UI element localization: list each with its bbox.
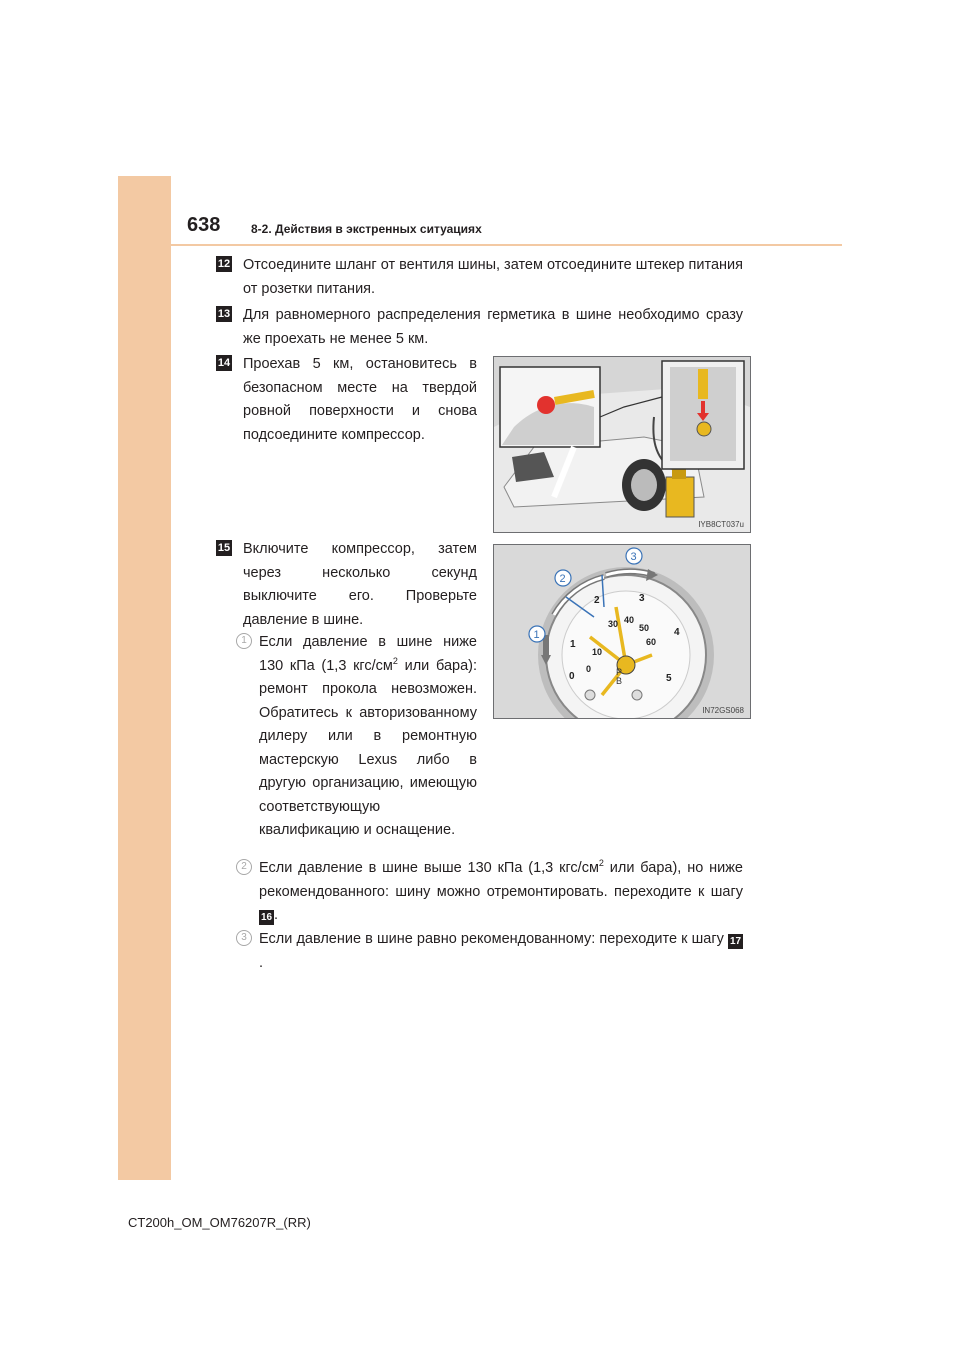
step-14-text: Проехав 5 км, остановитесь в безопасном месте на твердой ровной поверхности и снова подсоедините компрессор. [243, 356, 477, 443]
substep-marker-1: 1 [236, 633, 252, 649]
gauge-inner-tick-30: 30 [608, 619, 619, 629]
step-number-15: 15 [217, 542, 231, 554]
car-compressor-figure [493, 356, 751, 533]
gauge-callout-1: 1 [533, 629, 540, 641]
step-number-13: 13 [217, 308, 231, 320]
substep-3-text: Если давление в шине равно рекомендованному: переходите к шагу 17. [259, 931, 742, 971]
document-code: CT200h_OM_OM76207R_(RR) [128, 1215, 311, 1230]
gauge-inner-tick-40: 40 [624, 615, 635, 625]
section-title: 8-2. Действия в экстренных ситуациях [251, 222, 482, 236]
gauge-inner-tick-10: 10 [592, 647, 603, 657]
step-15-text: Включите компрессор, затем через несколько секунд выключите его. Проверьте давление в шине. [243, 541, 477, 628]
gauge-unit-top: P [616, 667, 623, 677]
substep-marker-2: 2 [236, 859, 252, 875]
car-figure-code: IYB8CT037u [698, 520, 744, 529]
page-number: 638 [187, 214, 221, 236]
pressure-gauge-illustration [494, 545, 750, 718]
car-compressor-illustration [494, 357, 750, 532]
gauge-outer-tick-0: 0 [569, 671, 575, 682]
pressure-gauge-figure [493, 544, 751, 719]
gauge-outer-tick-3: 3 [639, 593, 645, 604]
step-12-text: Отсоедините шланг от вентиля шины, затем отсоедините штекер питания от розетки питания. [243, 257, 743, 297]
gauge-inner-tick-60: 60 [646, 637, 657, 647]
gauge-outer-tick-4: 4 [674, 627, 680, 638]
header-rule [171, 244, 842, 246]
gauge-outer-tick-5: 5 [666, 673, 672, 684]
step-13-text: Для равномерного распределения герметика в шине необходимо сразу же проехать не менее 5 км. [243, 307, 743, 347]
gauge-unit-bottom: B [616, 676, 623, 686]
gauge-inner-tick-50: 50 [639, 623, 650, 633]
gauge-outer-tick-2: 2 [594, 595, 600, 606]
gauge-figure-code: IN72GS068 [702, 706, 744, 715]
step-ref-16[interactable]: 16 [260, 912, 273, 923]
gauge-inner-tick-0: 0 [586, 664, 592, 674]
gauge-callout-3: 3 [630, 551, 637, 563]
chapter-sidebar-tab [118, 176, 171, 1180]
gauge-outer-tick-1: 1 [570, 639, 576, 650]
step-ref-17[interactable]: 17 [729, 936, 742, 947]
substep-2-text: Если давление в шине выше 130 кПа (1,3 кгс/$см^2$ или бара), но ниже рекомендованного: шину можно отремонтировать. переходите к шагу 16 . [259, 858, 743, 923]
gauge-callout-2: 2 [559, 573, 566, 585]
step-number-14: 14 [217, 357, 231, 369]
substep-1-text: Если давление в шине ниже 130 кПа (1,3 кгс/$см^2$ или бара): ремонт прокола невозможен. Обратитесь к авторизованному дилеру или в ремонтную мастерскую Lexus либо в другую организацию, имеющую соответствующую квалификацию и оснащение. [259, 634, 477, 838]
substep-marker-3: 3 [236, 930, 252, 946]
step-number-12: 12 [217, 258, 231, 270]
